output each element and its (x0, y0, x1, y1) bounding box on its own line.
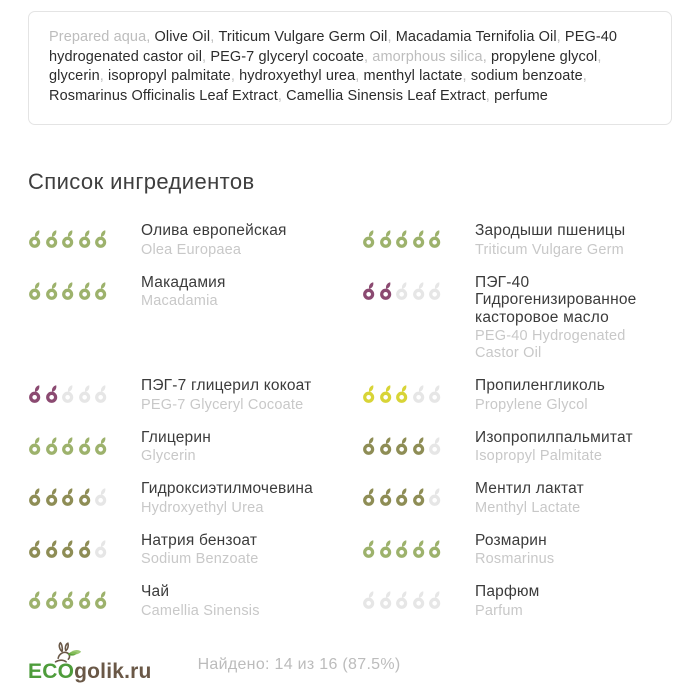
berry-rating-icon (379, 230, 393, 248)
composition-box (28, 11, 672, 125)
berry-rating-icon (379, 591, 393, 609)
ingredient-text (141, 274, 226, 311)
ingredient-text (475, 480, 584, 517)
berry-rating-icon (94, 540, 108, 558)
comma-separator: , (597, 48, 602, 65)
berry-rating-icon (28, 437, 42, 455)
ingredient-text (475, 429, 633, 466)
berry-rating-icon (61, 282, 75, 300)
footer (28, 646, 672, 684)
berry-rating-icon (428, 540, 442, 558)
rating-icons (28, 230, 108, 248)
berry-rating-icon (362, 385, 376, 403)
ingredient-item[interactable] (28, 429, 338, 466)
ingredient-item[interactable] (28, 480, 338, 517)
berry-rating-icon (412, 282, 426, 300)
berry-rating-icon (45, 385, 59, 403)
ingredient-latin: Hydroxyethyl Urea (141, 499, 264, 516)
berry-rating-icon (362, 230, 376, 248)
comma-separator: , (387, 29, 396, 45)
rating-icons (362, 437, 442, 455)
berry-rating-icon (28, 282, 42, 300)
berry-rating-icon (61, 230, 75, 248)
berry-rating-icon (28, 385, 42, 403)
ingredient-name: Гидроксиэтилмочевина (141, 480, 313, 498)
berry-rating-icon (412, 385, 426, 403)
berry-rating-icon (379, 488, 393, 506)
ingredient-item[interactable] (362, 429, 672, 466)
ingredient-latin: Macadamia (141, 293, 218, 310)
ingredient-item[interactable] (28, 377, 338, 414)
ingredient-name: Макадамия (141, 273, 226, 291)
rating-icons (28, 488, 108, 506)
berry-rating-icon (379, 540, 393, 558)
ingredient-latin: Propylene Glycol (475, 396, 588, 413)
ingredient-item[interactable] (28, 274, 338, 311)
ingredient-latin: Isopropyl Palmitate (475, 448, 603, 465)
comma-separator: , (364, 48, 373, 65)
berry-rating-icon (28, 230, 42, 248)
comma-separator: , (355, 68, 364, 85)
berry-rating-icon (45, 437, 59, 455)
ingredient-item[interactable] (362, 377, 672, 414)
ingredients-grid (28, 222, 672, 620)
berry-rating-icon (45, 282, 59, 300)
ingredient-text (141, 429, 211, 466)
berry-rating-icon (362, 540, 376, 558)
berry-rating-icon (94, 230, 108, 248)
ingredient-item[interactable] (28, 583, 338, 620)
comma-separator: , (582, 68, 587, 85)
ingredient-item[interactable] (28, 222, 338, 259)
berry-rating-icon (412, 488, 426, 506)
ingredient-latin: Parfum (475, 602, 523, 619)
ingredient-latin: Triticum Vulgare Germ (475, 241, 624, 258)
composition-ingredient-link[interactable]: Triticum Vulgare Germ Oil (218, 29, 388, 45)
berry-rating-icon (61, 488, 75, 506)
berry-rating-icon (61, 591, 75, 609)
composition-ingredient-link[interactable]: perfume (494, 87, 548, 104)
comma-separator: , (202, 48, 211, 65)
ingredient-text (141, 222, 287, 259)
ingredient-latin: Olea Europaea (141, 241, 242, 258)
comma-separator: , (99, 68, 109, 85)
composition-ingredient-link[interactable]: Macadamia Ternifolia Oil (395, 29, 557, 45)
berry-rating-icon (395, 488, 409, 506)
ingredient-latin: PEG-40 Hydrogenated Castor Oil (475, 328, 626, 362)
comma-separator: , (485, 87, 495, 104)
berry-rating-icon (78, 385, 92, 403)
berry-rating-icon (28, 591, 42, 609)
berry-rating-icon (379, 385, 393, 403)
ingredient-text (141, 583, 260, 620)
ingredient-text (475, 583, 539, 620)
ingredient-text (141, 480, 313, 517)
composition-ingredient-muted: Prepared aqua (49, 29, 147, 45)
berry-rating-icon (94, 591, 108, 609)
berry-rating-icon (428, 591, 442, 609)
comma-separator: , (210, 29, 219, 45)
ingredient-name: Парфюм (475, 583, 540, 601)
berry-rating-icon (45, 591, 59, 609)
ingredient-item[interactable] (362, 532, 672, 569)
composition-ingredient-link[interactable]: glycerin (49, 68, 100, 85)
berry-rating-icon (94, 385, 108, 403)
rating-icons (362, 540, 442, 558)
berry-rating-icon (78, 230, 92, 248)
ingredient-text (475, 222, 625, 259)
comma-separator: , (277, 87, 287, 104)
berry-rating-icon (61, 437, 75, 455)
ingredient-item[interactable] (362, 274, 672, 363)
berry-rating-icon (61, 385, 75, 403)
composition-ingredient-link[interactable]: menthyl lactate (363, 68, 463, 85)
berry-rating-icon (428, 282, 442, 300)
composition-ingredient-link[interactable]: PEG-40 hydrogenated castor oil (49, 29, 618, 65)
berry-rating-icon (395, 282, 409, 300)
berry-rating-icon (395, 230, 409, 248)
berry-rating-icon (428, 437, 442, 455)
berry-rating-icon (362, 488, 376, 506)
ingredient-text (141, 377, 311, 414)
logo-golik-text: golik.ru (74, 659, 152, 683)
composition-ingredient-link[interactable]: Camellia Sinensis Leaf Extract (286, 87, 486, 104)
comma-separator: , (146, 29, 155, 45)
berry-rating-icon (28, 540, 42, 558)
rating-icons (362, 385, 442, 403)
composition-ingredient-link[interactable]: propylene glycol (490, 48, 598, 65)
rating-icons (28, 437, 108, 455)
berry-rating-icon (362, 282, 376, 300)
ingredient-name: Олива европейская (141, 222, 287, 240)
berry-rating-icon (78, 437, 92, 455)
ingredient-latin: Rosmarinus (475, 551, 555, 568)
ingredient-text (475, 532, 554, 569)
ingredient-name: Ментил лактат (475, 480, 584, 498)
berry-rating-icon (78, 488, 92, 506)
berry-rating-icon (412, 540, 426, 558)
rating-icons (362, 488, 442, 506)
ingredient-name: Чай (141, 583, 170, 601)
berry-rating-icon (362, 437, 376, 455)
ingredient-item[interactable] (362, 222, 672, 259)
berry-rating-icon (395, 591, 409, 609)
ingredient-text (141, 532, 258, 569)
rating-icons (362, 591, 442, 609)
berry-rating-icon (94, 282, 108, 300)
ingredient-latin: Menthyl Lactate (475, 499, 581, 516)
berry-rating-icon (428, 385, 442, 403)
berry-rating-icon (78, 282, 92, 300)
composition-ingredient-link[interactable]: Olive Oil (154, 29, 211, 45)
berry-rating-icon (94, 488, 108, 506)
berry-rating-icon (362, 591, 376, 609)
comma-separator: , (556, 29, 565, 45)
ingredient-latin: Sodium Benzoate (141, 551, 259, 568)
rating-icons (28, 282, 108, 300)
rabbit-leaf-icon (52, 641, 82, 665)
berry-rating-icon (379, 437, 393, 455)
composition-ingredient-link[interactable]: sodium benzoate (470, 68, 583, 85)
ingredient-name: Изопропилпальмитат (475, 428, 633, 446)
berry-rating-icon (395, 437, 409, 455)
composition-ingredient-link[interactable]: PEG-7 glyceryl cocoate (210, 48, 365, 65)
rating-icons (28, 540, 108, 558)
ingredient-latin: Glycerin (141, 448, 196, 465)
berry-rating-icon (78, 591, 92, 609)
berry-rating-icon (412, 437, 426, 455)
ingredient-text (475, 377, 605, 414)
ingredient-name: Пропиленгликоль (475, 377, 606, 395)
berry-rating-icon (94, 437, 108, 455)
berry-rating-icon (395, 385, 409, 403)
berry-rating-icon (412, 591, 426, 609)
ecogolik-logo[interactable] (28, 646, 152, 684)
rating-icons (28, 385, 108, 403)
berry-rating-icon (45, 230, 59, 248)
comma-separator: , (230, 68, 240, 85)
rating-icons (362, 230, 442, 248)
berry-rating-icon (61, 540, 75, 558)
berry-rating-icon (428, 230, 442, 248)
ingredient-item[interactable] (28, 532, 338, 569)
berry-rating-icon (412, 230, 426, 248)
ingredient-name: Зародыши пшеницы (475, 222, 626, 240)
berry-rating-icon (395, 540, 409, 558)
rating-icons (28, 591, 108, 609)
composition-ingredient-link[interactable]: hydroxyethyl urea (239, 68, 356, 85)
composition-ingredient-link[interactable]: Rosmarinus Officinalis Leaf Extract (49, 87, 278, 104)
composition-ingredient-muted: amorphous silica (372, 48, 483, 65)
logo-eco-text: ECO (28, 659, 75, 683)
ingredient-latin: PEG-7 Glyceryl Cocoate (141, 396, 304, 413)
ingredient-text (475, 274, 672, 363)
ingredient-item[interactable] (362, 480, 672, 517)
ingredients-heading: Список ингредиентов (28, 169, 255, 195)
comma-separator: , (462, 68, 471, 85)
berry-rating-icon (78, 540, 92, 558)
ingredient-latin: Camellia Sinensis (141, 602, 260, 619)
ingredient-name: Глицерин (141, 428, 211, 446)
ingredient-item[interactable] (362, 583, 672, 620)
berry-rating-icon (428, 488, 442, 506)
ingredient-name: Розмарин (475, 531, 547, 549)
ingredient-name: Натрия бензоат (141, 531, 258, 549)
ingredient-name: ПЭГ-7 глицерил кокоат (141, 377, 312, 395)
berry-rating-icon (28, 488, 42, 506)
rating-icons (362, 282, 442, 300)
composition-ingredient-link[interactable]: isopropyl palmitate (108, 68, 231, 85)
berry-rating-icon (45, 540, 59, 558)
berry-rating-icon (379, 282, 393, 300)
found-count-label: Найдено: 14 из 16 (87.5%) (197, 655, 401, 673)
ingredient-name: ПЭГ-40 Гидрогенизированное касторовое масло (475, 273, 637, 326)
comma-separator: , (482, 48, 491, 65)
berry-rating-icon (45, 488, 59, 506)
